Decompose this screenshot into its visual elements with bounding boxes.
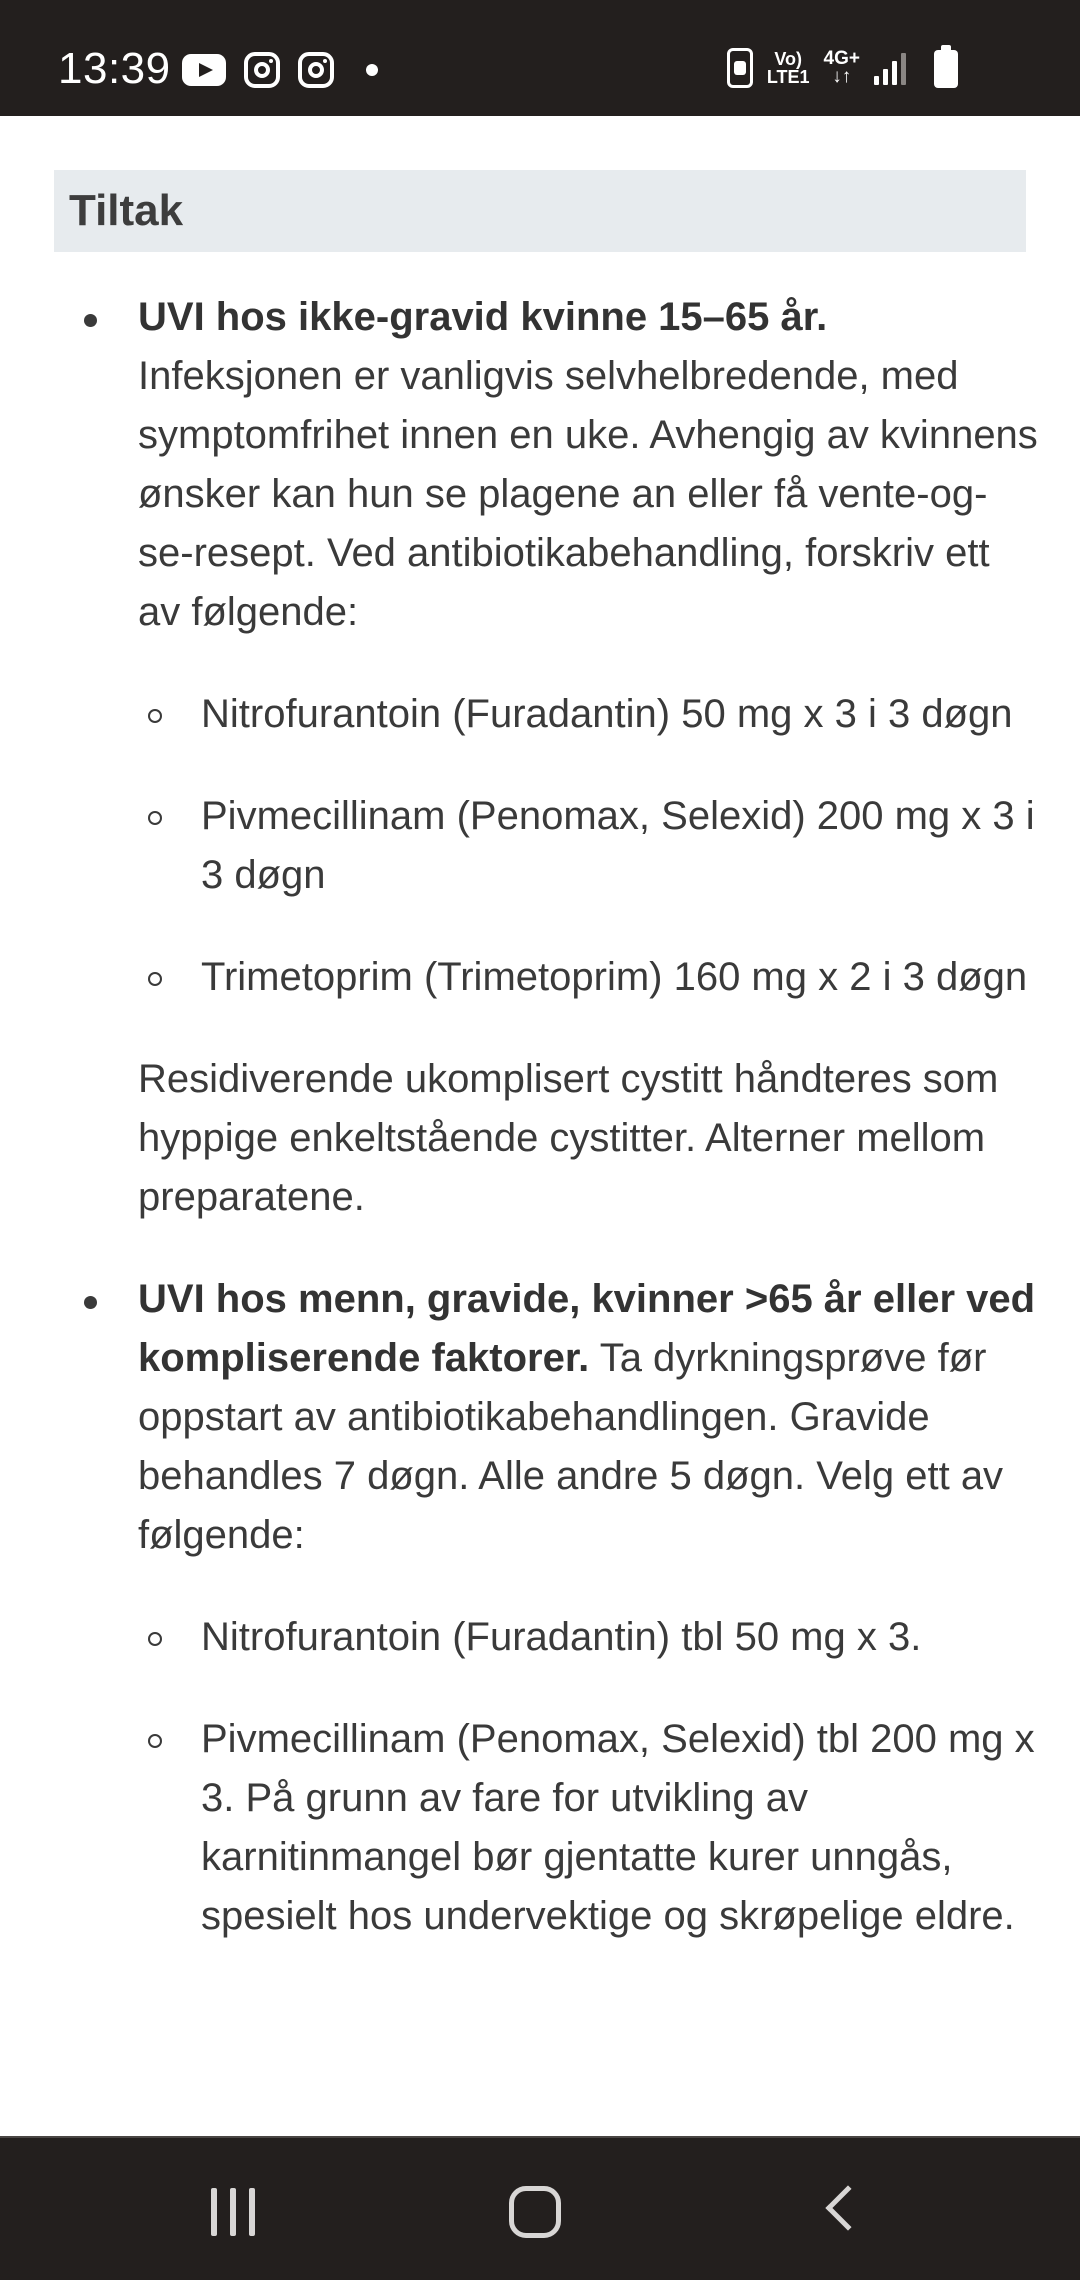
section-header <box>54 170 1026 252</box>
sublist-item <box>138 685 1040 744</box>
list-item-heading: UVI hos ikke-gravid kvinne 15–65 år. <box>138 295 828 339</box>
sublist-item <box>138 787 1040 905</box>
system-icons <box>727 48 906 88</box>
data-arrows-icon: ↓↑ <box>832 66 852 87</box>
sublist-item-text: Nitrofurantoin (Furadantin) tbl 50 mg x 3. <box>201 1615 922 1659</box>
battery-icon <box>934 50 958 88</box>
instagram-icon <box>298 52 334 88</box>
volte-label: Vo) <box>774 49 803 69</box>
circle-bullet-icon <box>148 709 162 723</box>
volte-indicator <box>767 50 810 86</box>
youtube-icon <box>182 54 226 86</box>
home-icon[interactable] <box>509 2186 561 2238</box>
list-item-heading: UVI hos menn, gravide, kvinner >65 år eller ved kompliserende faktorer. <box>138 1277 1036 1380</box>
treatment-list <box>0 288 1080 1946</box>
list-item-body: Infeksjonen er vanligvis selvhelbredende, med symptomfrihet innen en uke. Avhengig av kvinnens ønsker kan hun se plagene an eller få vente-og-se-resept. Ved antibiotikabehandling, forskriv ett av følgende: <box>138 354 1038 634</box>
circle-bullet-icon <box>148 1632 162 1646</box>
list-item-text <box>138 288 1040 642</box>
circle-bullet-icon <box>148 1734 162 1748</box>
sublist-item <box>138 1710 1040 1946</box>
status-bar <box>0 0 1080 116</box>
notification-icons <box>182 52 378 88</box>
sublist-item-text: Trimetoprim (Trimetoprim) 160 mg x 2 i 3 døgn <box>201 955 1028 999</box>
network-type-label: 4G+ <box>823 48 860 69</box>
list-item-body: Ta dyrkningsprøve før oppstart av antibiotikabehandlingen. Gravide behandles 7 døgn. Alle andre 5 døgn. Velg ett av følgende: <box>138 1336 1004 1557</box>
signal-icon <box>874 51 906 85</box>
back-icon[interactable] <box>825 2185 870 2230</box>
sublist-item <box>138 1608 1040 1667</box>
sublist-item-text: Pivmecillinam (Penomax, Selexid) tbl 200 mg x 3. På grunn av fare for utvikling av karnitinmangel bør gjentatte kurer unngås, spesielt hos undervektige og skrøpelige eldre. <box>201 1717 1035 1938</box>
list-item-text <box>138 1270 1040 1565</box>
sublist-item-text: Pivmecillinam (Penomax, Selexid) 200 mg x 3 i 3 døgn <box>201 794 1035 897</box>
bullet-icon <box>84 314 97 327</box>
circle-bullet-icon <box>148 811 162 825</box>
article-content[interactable] <box>0 116 1080 2136</box>
section-title: Tiltak <box>69 186 184 235</box>
lte-label: LTE1 <box>766 67 810 87</box>
recents-icon[interactable] <box>211 2188 255 2236</box>
status-time: 13:39 <box>58 44 171 93</box>
sublist-item-text: Nitrofurantoin (Furadantin) 50 mg x 3 i 3 døgn <box>201 692 1013 736</box>
network-type <box>824 50 860 86</box>
data-saver-icon <box>727 48 753 88</box>
instagram-icon <box>244 52 280 88</box>
bullet-icon <box>84 1296 97 1309</box>
notification-dot-icon <box>366 64 378 76</box>
circle-bullet-icon <box>148 972 162 986</box>
list-item <box>0 288 1080 1227</box>
list-item-note: Residiverende ukomplisert cystitt håndteres som hyppige enkeltstående cystitter. Alterner mellom preparatene. <box>138 1057 999 1219</box>
list-item <box>0 1270 1080 1946</box>
navigation-bar <box>0 2136 1080 2280</box>
sublist-item <box>138 948 1040 1007</box>
